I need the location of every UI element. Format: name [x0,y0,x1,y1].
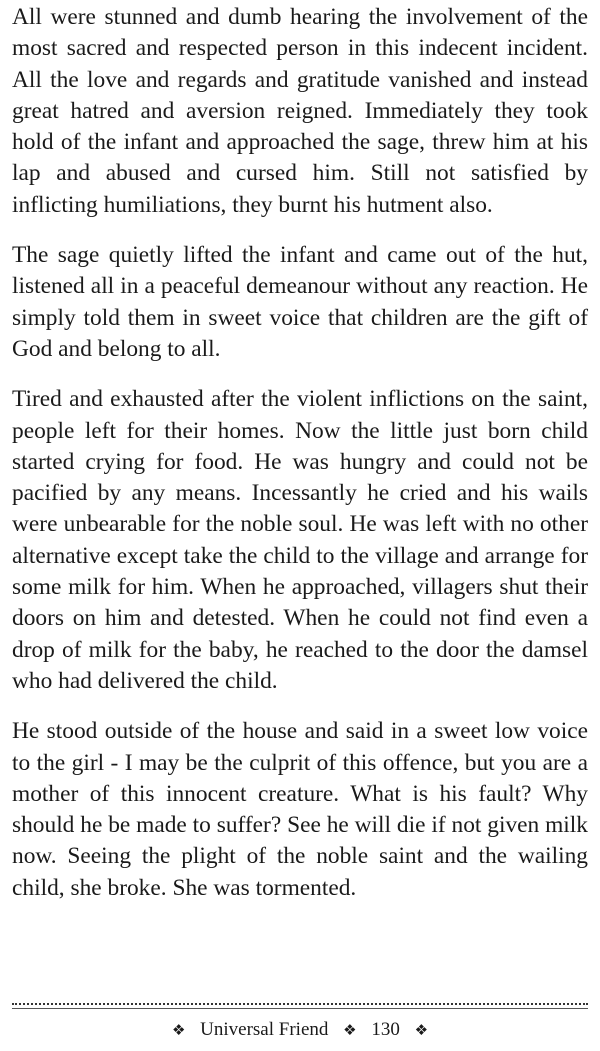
paragraph-2: The sage quietly lifted the infant and came out of the hut, listened all in a peaceful demeanour without any reaction. He simply told them in sweet voice that children are the gift of God and belong to all. [12,242,588,362]
paragraph-4: He stood outside of the house and said in a sweet low voice to the girl - I may be the culprit of this offence, but you are a mother of this innocent creature. What is his fault? Why should he be made to suffer? See he will die if not given milk now. Seeing the plight of the noble saint and the wailing child, she broke. She was tormented. [12,718,588,901]
page-footer [0,1017,600,1042]
paragraph-3: Tired and exhausted after the violent inflictions on the saint, people left for their homes. Now the little just born child started crying for food. He was hungry and could not be pacified by any means. Incessantly he cried and his wails were unbearable for the noble soul. He was left with no other alternative except take the child to the village and arrange for some milk for him. When he approached, villagers shut their doors on him and detested. When he could not find even a drop of milk for the baby, he reached to the door the damsel who had delivered the child. [12,386,588,694]
paragraph-1: All were stunned and dumb hearing the involvement of the most sacred and respected person in this indecent incident. All the love and regards and gratitude vanished and instead great hatred and aversion reigned. Immediately they took hold of the infant and approached the sage, threw him at his lap and abused and cursed him. Still not satisfied by inflicting humiliations, they burnt his hutment also. [12,4,588,218]
page-number: 130 [371,1018,400,1040]
footer-divider [12,1003,588,1005]
ornament-icon: ❖ [171,1020,186,1039]
ornament-icon: ❖ [343,1020,357,1039]
page-body [12,2,588,923]
ornament-icon: ❖ [414,1020,429,1039]
book-title: Universal Friend [200,1018,329,1040]
